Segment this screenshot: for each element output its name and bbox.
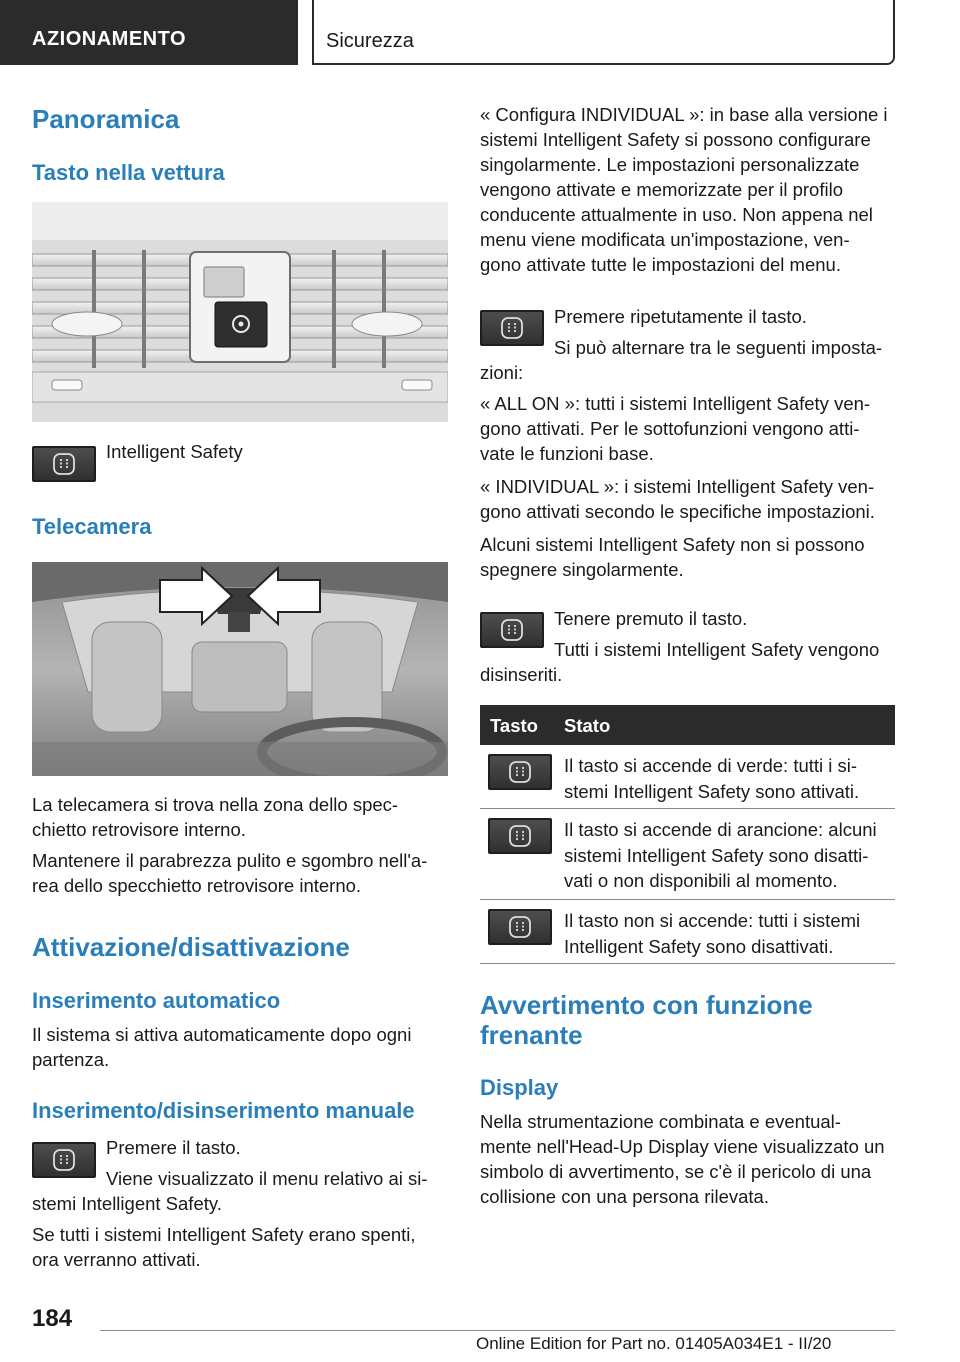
manual-menu-b: stemi Intelligent Safety. [32,1193,222,1214]
camera-text-2a: Mantenere il parabrezza pulito e sgombro nell'a- [32,850,428,871]
auto-text-b: partenza. [32,1049,110,1070]
some-a: Alcuni sistemi Intelligent Safety non si possono [480,534,865,555]
config-text-4: vengono attivate e memorizzate per il profilo [480,179,843,200]
repeat-alt-a: Si può alternare tra le seguenti imposta- [554,337,883,358]
page-number: 184 [32,1305,73,1332]
config-text-2: sistemi Intelligent Safety si possono configurare [480,129,871,150]
some-b: spegnere singolarmente. [480,559,684,580]
hold-res-a: Tutti i sistemi Intelligent Safety vengono [554,639,880,660]
allon-c: vate le funzioni base. [480,443,654,464]
heading-auto: Inserimento automatico [32,988,281,1013]
config-text-1: « Configura INDIVIDUAL »: in base alla versione i [480,104,888,125]
camera-interior-photo [32,562,448,776]
manual-menu-a: Viene visualizzato il menu relativo ai si- [106,1168,428,1189]
heading-warning: Avvertimento con funzione frenante [480,990,813,1050]
heading-overview: Panoramica [32,104,180,134]
intelligent-safety-icon [480,310,544,346]
heading-display: Display [480,1075,559,1100]
header-state: Stato [564,715,611,736]
allon-b: gono attivati. Per le sottofunzioni vengono atti- [480,418,860,439]
allon-a: « ALL ON »: tutti i sistemi Intelligent Safety ven- [480,393,871,414]
chapter-tab [312,0,895,65]
hold-res-b: disinseriti. [480,664,563,685]
dashboard-button-photo [32,202,448,422]
intelligent-safety-icon [32,1142,96,1178]
intelligent-safety-icon [488,754,552,790]
footer-edition: Online Edition for Part no. 01405A034E1 - II/20 [476,1334,832,1353]
intelligent-safety-icon [32,446,96,482]
status-table [480,705,895,964]
manual-off-a: Se tutti i sistemi Intelligent Safety erano spenti, [32,1224,416,1245]
display-text-3: simbolo di avvertimento, se c'è il pericolo di una [480,1161,872,1182]
auto-text-a: Il sistema si attiva automaticamente dopo ogni [32,1024,412,1045]
manual-press: Premere il tasto. [106,1137,241,1158]
section-tab [0,0,298,65]
footer-divider [100,1330,895,1331]
heading-button-in-car: Tasto nella vettura [32,160,225,185]
hold-press: Tenere premuto il tasto. [554,608,748,629]
indiv-a: « INDIVIDUAL »: i sistemi Intelligent Safety ven- [480,476,875,497]
camera-text-2b: rea dello specchietto retrovisore interno. [32,875,362,896]
repeat-alt-b: zioni: [480,362,524,383]
config-text-3: singolarmente. Le impostazioni personalizzate [480,154,860,175]
config-text-5: conducente attualmente in uso. Non appena nel [480,204,873,225]
config-text-7: gono attivate tutte le impostazioni del menu. [480,254,841,275]
chapter-title: Sicurezza [326,30,414,52]
camera-text-1b: chietto retrovisore interno. [32,819,246,840]
display-text-2: mente nell'Head-Up Display viene visualizzato un [480,1136,885,1157]
intelligent-safety-icon [480,612,544,648]
repeat-press: Premere ripetutamente il tasto. [554,306,807,327]
table-header [480,705,895,745]
header-key: Tasto [490,715,538,736]
heading-activation: Attivazione/disattivazione [32,932,350,962]
row-text: Il tasto non si accende: tutti i sistemi Intelligent Safety sono disattivati. [564,910,861,957]
icon-caption: Intelligent Safety [106,441,243,462]
table-row [480,900,895,964]
intelligent-safety-icon [488,909,552,945]
config-text-6: menu viene modificata un'impostazione, ven- [480,229,850,250]
row-text: Il tasto si accende di arancione: alcuni sistemi Intelligent Safety sono disatti- vati o non disponibili al momento. [564,819,877,891]
section-title: AZIONAMENTO [32,28,187,50]
row-text: Il tasto si accende di verde: tutti i si- stemi Intelligent Safety sono attivati. [564,755,860,802]
intelligent-safety-icon [488,818,552,854]
manual-off-b: ora verranno attivati. [32,1249,201,1270]
table-row [480,809,895,900]
camera-text-1a: La telecamera si trova nella zona dello spec- [32,794,399,815]
display-text-1: Nella strumentazione combinata e eventual- [480,1111,841,1132]
heading-manual: Inserimento/disinserimento manuale [32,1098,415,1123]
indiv-b: gono attivati secondo le specifiche impostazioni. [480,501,875,522]
table-row [480,745,895,809]
heading-camera: Telecamera [32,514,152,539]
display-text-4: collisione con una persona rilevata. [480,1186,769,1207]
